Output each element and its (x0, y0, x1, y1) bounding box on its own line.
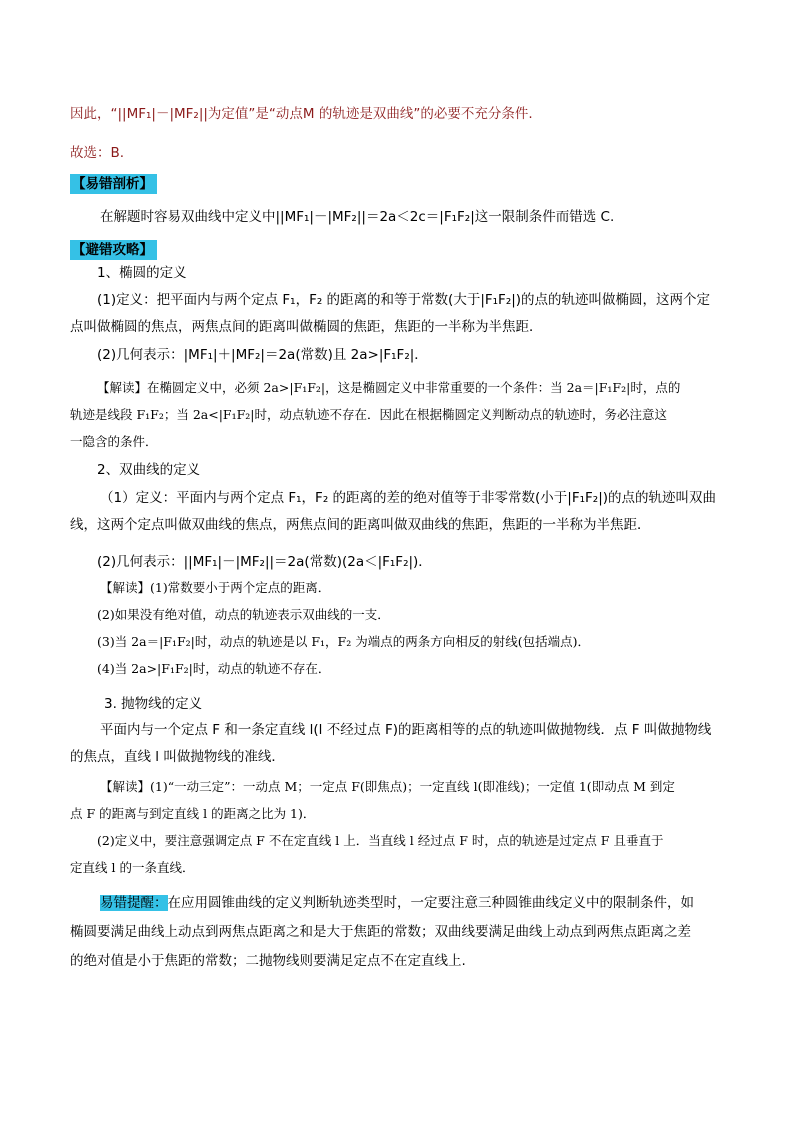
conclusion-line: 因此，“||MF₁|－|MF₂||为定值”是“动点M 的轨迹是双曲线”的必要不充分条件. (70, 106, 533, 122)
section-header-avoid-strategy: 【避错攻略】 (70, 240, 157, 260)
section-header-error-analysis: 【易错剖析】 (70, 174, 157, 194)
error-analysis-text: 在解题时容易双曲线中定义中||MF₁|－|MF₂||＝2a＜2c＝|F₁F₂|这一限制条件而错选 C. (100, 209, 615, 225)
tip-line3: 的绝对值是小于焦距的常数；二抛物线则要满足定点不在定直线上. (70, 953, 466, 969)
tip-text: 在应用圆锥曲线的定义判断轨迹类型时，一定要注意三种圆锥曲线定义中的限制条件，如 (167, 895, 694, 911)
hyperbola-interpretation-3: (3)当 2a＝|F₁F₂|时，动点的轨迹是以 F₁，F₂ 为端点的两条方向相反的射线(包括端点)． (97, 634, 590, 649)
hyperbola-geometric: (2)几何表示：||MF₁|－|MF₂||＝2a(常数)(2a＜|F₁F₂|)． (97, 554, 432, 570)
hyperbola-heading: 2、双曲线的定义 (97, 462, 201, 478)
ellipse-definition-line1: (1)定义：把平面内与两个定点 F₁，F₂ 的距离的和等于常数(大于|F₁F₂|)的点的轨迹叫做椭圆，这两个定 (97, 292, 711, 308)
hyperbola-interpretation-4: (4)当 2a>|F₁F₂|时，动点的轨迹不存在． (97, 661, 331, 676)
parabola-definition-line1: 平面内与一个定点 F 和一条定直线 l(l 不经过点 F)的距离相等的点的轨迹叫做抛物线．点 F 叫做抛物线 (100, 722, 712, 738)
hyperbola-definition-line2: 线，这两个定点叫做双曲线的焦点，两焦点间的距离叫做双曲线的焦距，焦距的一半称为半焦距． (70, 517, 651, 533)
hyperbola-definition-line1: （1）定义：平面内与两个定点 F₁，F₂ 的距离的差的绝对值等于非零常数(小于|F₁F₂|)的点的轨迹叫双曲 (100, 490, 717, 506)
tip-line2: 椭圆要满足曲线上动点到两焦点距离之和是大于焦距的常数；双曲线要满足曲线上动点到两焦点距离之差 (70, 924, 691, 940)
ellipse-definition-line2: 点叫做椭圆的焦点，两焦点间的距离叫做椭圆的焦距，焦距的一半称为半焦距． (70, 319, 543, 335)
parabola-definition-line2: 的焦点，直线 l 叫做抛物线的准线． (70, 749, 285, 765)
parabola-interpretation-line2: 点 F 的距离与到定直线 l 的距离之比为 1)． (70, 806, 316, 821)
ellipse-heading: 1、椭圆的定义 (97, 265, 187, 281)
hyperbola-interpretation-1: 【解读】(1)常数要小于两个定点的距离． (100, 580, 331, 595)
ellipse-interpretation-line2: 轨迹是线段 F₁F₂；当 2a<|F₁F₂|时，动点轨迹不存在．因此在根据椭圆定义判断动点的轨迹时，务必注意这 (70, 407, 667, 422)
parabola-interpretation-line1: 【解读】(1)“一动三定”：一动点 M；一定点 F(即焦点)；一定直线 l(即准线)；一定值 1(即动点 M 到定 (100, 779, 675, 794)
tip-label: 易错提醒： (100, 895, 168, 911)
hyperbola-interpretation-2: (2)如果没有绝对值，动点的轨迹表示双曲线的一支． (97, 607, 390, 622)
parabola-heading: 3. 抛物线的定义 (104, 696, 203, 712)
parabola-interpretation-line4: 定直线 l 的一条直线． (70, 860, 195, 875)
ellipse-interpretation-line1: 【解读】在椭圆定义中，必须 2a>|F₁F₂|，这是椭圆定义中非常重要的一个条件：当 2a＝|F₁F₂|时，点的 (97, 380, 681, 395)
ellipse-interpretation-line3: 一隐含的条件． (70, 434, 158, 449)
answer-line: 故选：B. (70, 145, 125, 161)
parabola-interpretation-line3: (2)定义中，要注意强调定点 F 不在定直线 l 上．当直线 l 经过点 F 时，点的轨迹是过定点 F 且垂直于 (97, 833, 664, 848)
tip-line1 (100, 893, 694, 913)
ellipse-geometric: (2)几何表示：|MF₁|＋|MF₂|＝2a(常数)且 2a>|F₁F₂|． (97, 347, 428, 363)
